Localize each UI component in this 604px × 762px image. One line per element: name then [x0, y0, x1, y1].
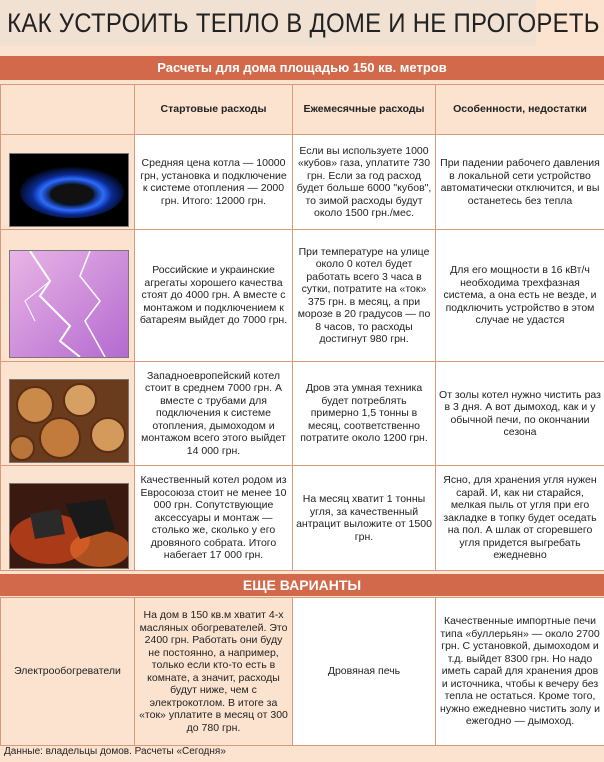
row-label-cell — [1, 466, 135, 571]
wood-stove-label: Дровяная печь — [293, 598, 436, 746]
gas-start-cell: Средняя цена котла — 10000 грн, установка и подключение к системе отопления — 2000 грн. Итого: 12000 грн. — [135, 135, 293, 230]
table-row — [1, 598, 604, 746]
wood-notes-cell: От золы котел нужно чистить раз в 3 дня. А вот дымоход, как и у обычной печи, по окончании сезона — [436, 362, 604, 466]
gas-flame-photo — [9, 153, 129, 227]
electric-notes-cell: Для его мощности в 16 кВт/ч необходима трехфазная система, а она есть не везде, и подключить устройство в этом случае не удастся — [436, 230, 604, 362]
header-empty-cell — [1, 85, 135, 135]
more-options-table — [0, 597, 604, 746]
header-notes: Особенности, недостатки — [436, 85, 604, 135]
lightning-photo — [9, 250, 129, 358]
wood-monthly-cell: Дров эта умная техника будет потреблять примерно 1,5 тонны в месяц, соответственно потратите около 1200 грн. — [293, 362, 436, 466]
coal-monthly-cell: На месяц хватит 1 тонны угля, за качественный антрацит выложите от 1500 грн. — [293, 466, 436, 571]
row-label-cell — [1, 362, 135, 466]
table-row — [1, 230, 604, 362]
coal-photo — [9, 483, 129, 569]
row-label-cell — [1, 135, 135, 230]
coal-start-cell: Качественный котел родом из Евросоюза стоит не менее 10 000 грн. Сопутствующие аксессуары и монтаж — столько же, сколько у его дровяного собрата. Итого набегает 17 000 грн. — [135, 466, 293, 571]
table-row — [1, 135, 604, 230]
coal-notes-cell: Ясно, для хранения угля нужен сарай. И, как ни старайся, мелкая пыль от угля при его закладке в топку будет оседать на пол. А шлак от сгоревшего угля придется выгребать ежедневно — [436, 466, 604, 571]
wood-start-cell: Западноевропейский котел стоит в среднем 7000 грн. А вместе с трубами для подключения к системе отопления, дымоходом и монтажом всего этого выйдет 14 000 грн. — [135, 362, 293, 466]
table-header-row — [1, 85, 604, 135]
table-row — [1, 466, 604, 571]
page-title: КАК УСТРОИТЬ ТЕПЛО В ДОМЕ И НЕ ПРОГОРЕТЬ — [0, 0, 536, 46]
comparison-table — [0, 84, 604, 571]
electric-heaters-cell: На дом в 150 кв.м хватит 4-х масляных обогревателей. Это 2400 грн. Работать они буду не постоянно, а например, только если кто-то есть в комнате, а значит, расходы будут ниже, чем с электрокотлом. В итоге за «ток» уплатите в месяц от 300 до 780 грн. — [135, 598, 293, 746]
row-label-cell — [1, 230, 135, 362]
header-monthly-costs: Ежемесячные расходы — [293, 85, 436, 135]
more-options-title: ЕЩЕ ВАРИАНТЫ — [0, 574, 604, 596]
source-footer: Данные: владельцы домов. Расчеты «Сегодня» — [4, 746, 226, 757]
electric-start-cell: Российские и украинские агрегаты хорошего качества стоят до 4000 грн. А вместе с монтажом и подключением к батареям выйдет до 7000 грн. — [135, 230, 293, 362]
table-row — [1, 362, 604, 466]
gas-monthly-cell: Если вы используете 1000 «кубов» газа, уплатите 730 грн. Если за год расход будет больше 6000 "кубов", то зимой расходы будут около 1500 грн./мес. — [293, 135, 436, 230]
firewood-photo — [9, 379, 129, 463]
gas-notes-cell: При падении рабочего давления в локальной сети устройство автоматически отключится, и вы останетесь без тепла — [436, 135, 604, 230]
wood-stove-cell: Качественные импортные печи типа «буллерьян» — около 2700 грн. С установкой, дымоходом и т.д. выйдет 8300 грн. Но надо иметь сарай для хранения дров и источника, чтобы к вечеру без тепла не остаться. Кроме того, нужно ежедневно чистить золу и ежегодно — дымоход. — [436, 598, 604, 746]
header-start-costs: Стартовые расходы — [135, 85, 293, 135]
electric-monthly-cell: При температуре на улице около 0 котел будет работать всего 3 часа в сутки, потратите на «ток» 375 грн. в месяц, а при морозе в 20 градусов — по 8 часов, то расходы достигнут 980 грн. — [293, 230, 436, 362]
table-subtitle: Расчеты для дома площадью 150 кв. метров — [0, 56, 604, 80]
electric-heaters-label: Электрообогреватели — [1, 598, 135, 746]
